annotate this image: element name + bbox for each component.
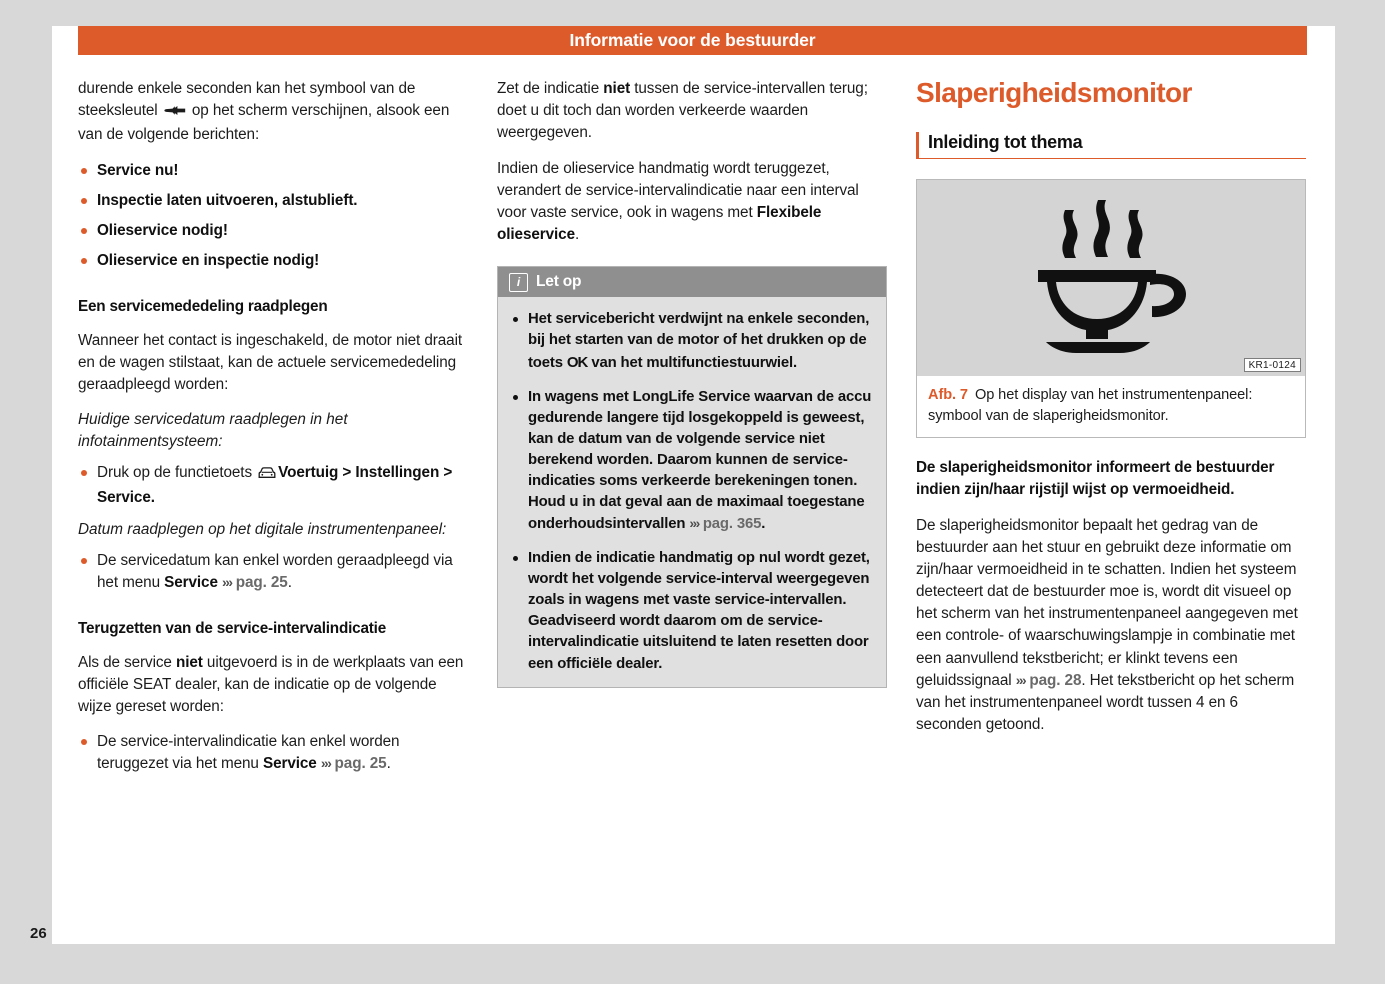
heading-consult-service-message: Een servicemededeling raadplegen <box>78 298 328 316</box>
paragraph-indication-reset <box>497 78 887 145</box>
column-left <box>78 78 468 786</box>
reset-steps-list <box>78 731 468 775</box>
ok-button-label: OK <box>566 353 588 371</box>
list-item <box>512 387 872 535</box>
intro-text-b: op het scherm verschijnen, alsook een van de volgende berichten: <box>78 102 450 144</box>
menu-name: Service <box>262 755 317 773</box>
text-c: . <box>575 226 580 244</box>
intro-paragraph <box>78 78 468 147</box>
list-item <box>512 548 872 675</box>
list-item: Olieservice nodig! <box>78 220 468 242</box>
page-reference: pag. 25 <box>334 755 387 773</box>
bullet-text-a: De servicedatum kan enkel worden geraadpleegd via het menu <box>97 551 453 592</box>
page-header-title: Informatie voor de bestuurder <box>569 30 816 50</box>
note-text-a: Het servicebericht verdwijnt na enkele seconden, bij het starten van de motor of het drukken op de toets <box>528 311 870 371</box>
list-item: Service nu! <box>78 160 468 182</box>
note-box <box>497 266 887 688</box>
page-reference: pag. 365 <box>702 515 762 532</box>
figure-code-label: KR1-0124 <box>1244 358 1301 372</box>
paragraph-reset <box>78 652 468 719</box>
note-box-title: Let op <box>536 273 582 291</box>
note-box-header <box>498 267 886 297</box>
page-number: 26 <box>30 925 47 942</box>
paragraph-consult: Wanneer het contact is ingeschakeld, de motor niet draait en de wagen stilstaat, kan de actuele servicemededeling geraadpleegd worden: <box>78 331 463 393</box>
note-box-body <box>498 297 886 687</box>
note-text-b: van het multifunctiestuurwiel. <box>587 354 797 371</box>
figure-caption <box>917 376 1305 437</box>
note-text-a: In wagens met LongLife Service waarvan de accu gedurende langere tijd losgekoppeld is geweest, kan de datum van de volgende service niet berekend worden. Daarom kunnen de service-indicaties soms verkeerde berekeningen tonen. Houd u in dat geval aan de maximaal toegestane onderhoudsintervallen <box>528 388 872 532</box>
page-reference: pag. 28 <box>1029 671 1082 689</box>
info-icon: i <box>509 273 528 292</box>
chevron-right-icon: ››› <box>320 755 331 772</box>
service-messages-list <box>78 160 468 273</box>
section-subheading <box>916 132 1306 160</box>
list-item: Olieservice en inspectie nodig! <box>78 250 468 272</box>
figure-caption-text: Op het display van het instrumentenpaneel: symbool van de slaperigheidsmonitor. <box>928 387 1253 424</box>
service-date-list <box>78 550 468 594</box>
note-text-a: Indien de indicatie handmatig op nul wordt gezet, wordt het volgende service-interval weergegeven zoals in wagens met vaste service-intervallen. Geadviseerd wordt daarom om de service-intervalindicatie uitsluitend te laten resetten door een officiële dealer. <box>528 549 870 672</box>
column-right <box>916 78 1306 786</box>
lead-paragraph: De slaperigheidsmonitor informeert de bestuurder indien zijn/haar rijstijl wijst op vermoeidheid. <box>916 459 1275 499</box>
text-bold: Flexibele olieservice <box>497 203 822 244</box>
body-paragraph <box>916 515 1306 737</box>
figure-image <box>917 180 1305 376</box>
menu-name: Service <box>164 574 218 592</box>
section-subheading-label: Inleiding tot thema <box>928 131 1083 152</box>
list-item <box>78 462 468 508</box>
list-item <box>512 309 872 373</box>
text-a: Indien de olieservice handmatig wordt teruggezet, verandert de service-intervalindicatie naar een interval voor vaste service, ook in wagens met <box>497 159 859 221</box>
list-item: De service-intervalindicatie kan enkel worden teruggezet via het menu Service ››› pag. 25. <box>78 731 468 775</box>
text-b: tussen de service-intervallen terug; doet u dit toch dan worden verkeerde waarden weergegeven. <box>497 80 868 142</box>
column-middle <box>497 78 887 786</box>
bullet-text-b: Voertuig > Instellingen > Service. <box>97 464 453 506</box>
chevron-right-icon: ››› <box>689 514 699 531</box>
wrench-icon <box>164 102 186 124</box>
reset-text-a: Als de service <box>78 653 176 671</box>
infotainment-steps-list <box>78 462 468 508</box>
figure-caption-label: Afb. 7 <box>928 387 968 404</box>
reset-text-bold: niet <box>175 653 203 671</box>
heading-reset-service-interval: Terugzetten van de service-intervalindicatie <box>78 620 387 638</box>
chapter-title: Slaperigheidsmonitor <box>916 77 1192 108</box>
list-item: Inspectie laten uitvoeren, alstublieft. <box>78 190 468 212</box>
page-header-bar <box>78 26 1307 55</box>
chevron-right-icon: ››› <box>222 574 232 591</box>
list-item: De servicedatum kan enkel worden geraadpleegd via het menu Service ››› pag. 25. <box>78 550 468 594</box>
bullet-text-a: Druk op de functietoets <box>97 464 257 482</box>
intro-text-a: durende enkele seconden kan het symbool van de steeksleutel <box>78 80 416 120</box>
body-text-a: De slaperigheidsmonitor bepaalt het gedrag van de bestuurder aan het stuur en gebruikt deze informatie om zijn/haar vermoeidheid in te schatten. Indien het systeem detecteert dat de bestuurder moe is, wordt dit visueel op het scherm van het instrumentenpaneel aangegeven met een controle- of waarschuwingslampje in combinatie met een aanvullend tekstbericht; er klinkt tevens een geluidssignaal <box>916 516 1298 689</box>
reset-text-b: uitgevoerd is in de werkplaats van een officiële SEAT dealer, kan de indicatie op de volgende wijze gereset worden: <box>78 653 464 716</box>
figure <box>916 179 1306 438</box>
coffee-cup-icon <box>1016 196 1206 361</box>
note-items-list <box>512 309 872 675</box>
italic-digital-cluster-label: Datum raadplegen op het digitale instrumentenpaneel: <box>78 520 447 538</box>
paragraph-oil-service <box>497 158 887 247</box>
text-a: Zet de indicatie <box>497 80 604 97</box>
italic-infotainment-label: Huidige servicedatum raadplegen in het infotainmentsysteem: <box>78 411 348 451</box>
note-text-b: . <box>761 515 766 532</box>
vehicle-icon <box>258 464 276 486</box>
chevron-right-icon: ››› <box>1015 671 1026 688</box>
body-text-b: . Het tekstbericht op het scherm van het instrumentenpaneel wordt tussen 4 en 6 seconden getoond. <box>916 671 1295 734</box>
page-columns <box>78 78 1307 786</box>
bullet-text-a: De service-intervalindicatie kan enkel worden teruggezet via het menu <box>97 733 400 773</box>
text-bold: niet <box>603 80 631 97</box>
page-reference: pag. 25 <box>235 574 288 592</box>
